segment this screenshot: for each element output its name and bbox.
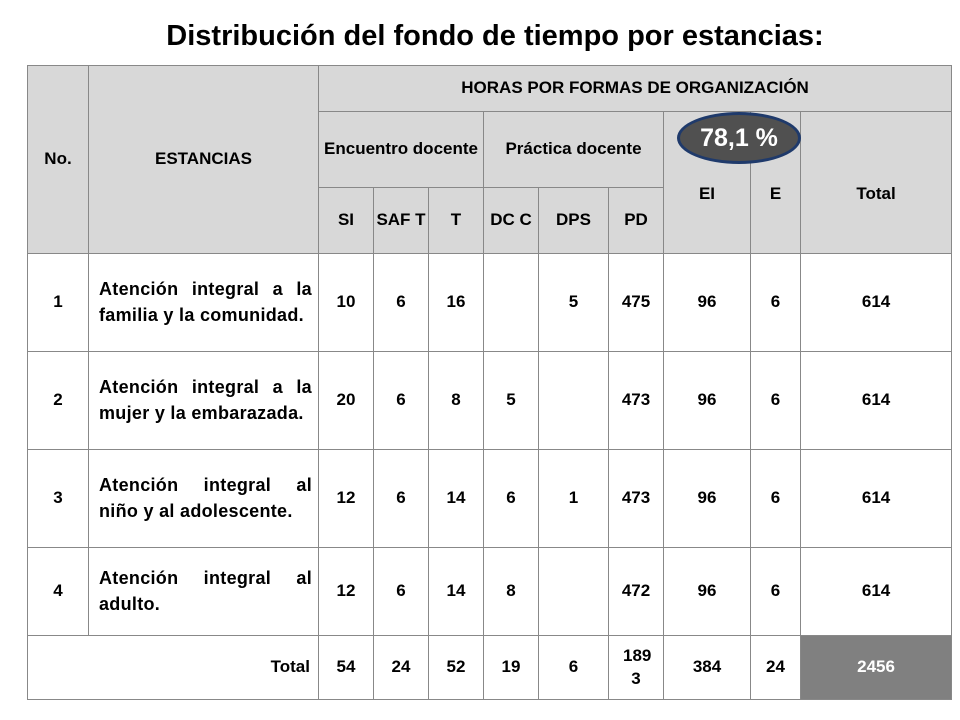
row-no: 1 [28, 254, 89, 352]
cell-saft: 6 [374, 352, 429, 450]
total-dcc: 19 [484, 636, 539, 700]
total-e: 24 [751, 636, 801, 700]
cell-si: 12 [319, 548, 374, 636]
cell-si: 20 [319, 352, 374, 450]
header-e: E [751, 112, 801, 254]
cell-dcc: 6 [484, 450, 539, 548]
cell-dps: 5 [539, 254, 609, 352]
header-total: Total [801, 112, 952, 254]
cell-e: 6 [751, 254, 801, 352]
percentage-badge: 78,1 % [677, 112, 801, 164]
cell-pd: 475 [609, 254, 664, 352]
header-dcc: DC C [484, 188, 539, 254]
cell-dps [539, 352, 609, 450]
row-estancia: Atención integral a la familia y la comunidad. [89, 254, 319, 352]
row-no: 2 [28, 352, 89, 450]
table-row [28, 352, 952, 450]
cell-ei: 96 [664, 352, 751, 450]
total-dps: 6 [539, 636, 609, 700]
cell-si: 12 [319, 450, 374, 548]
totals-label: Total [28, 636, 319, 700]
header-si: SI [319, 188, 374, 254]
header-no: No. [28, 66, 89, 254]
cell-t: 14 [429, 548, 484, 636]
table-row [28, 450, 952, 548]
row-estancia: Atención integral al niño y al adolescente. [89, 450, 319, 548]
cell-ei: 96 [664, 254, 751, 352]
cell-t: 16 [429, 254, 484, 352]
total-ei: 384 [664, 636, 751, 700]
cell-dps [539, 548, 609, 636]
cell-dcc: 5 [484, 352, 539, 450]
grand-total: 2456 [801, 636, 952, 700]
cell-e: 6 [751, 352, 801, 450]
cell-saft: 6 [374, 254, 429, 352]
hours-table [27, 65, 952, 700]
cell-dcc: 8 [484, 548, 539, 636]
cell-saft: 6 [374, 450, 429, 548]
cell-total: 614 [801, 254, 952, 352]
cell-total: 614 [801, 352, 952, 450]
totals-row [28, 636, 952, 700]
header-dps: DPS [539, 188, 609, 254]
cell-e: 6 [751, 548, 801, 636]
cell-ei: 96 [664, 450, 751, 548]
header-encuentro: Encuentro docente [319, 112, 484, 188]
cell-pd: 473 [609, 450, 664, 548]
header-group: HORAS POR FORMAS DE ORGANIZACIÓN [319, 66, 952, 112]
cell-pd: 472 [609, 548, 664, 636]
page-title: Distribución del fondo de tiempo por estancias: [166, 20, 824, 52]
header-saft: SAF T [374, 188, 429, 254]
header-ei: EI [664, 112, 751, 254]
cell-total: 614 [801, 548, 952, 636]
cell-dcc [484, 254, 539, 352]
row-no: 4 [28, 548, 89, 636]
cell-dps: 1 [539, 450, 609, 548]
row-estancia: Atención integral a la mujer y la embarazada. [89, 352, 319, 450]
row-estancia: Atención integral al adulto. [89, 548, 319, 636]
table-row [28, 548, 952, 636]
total-saft: 24 [374, 636, 429, 700]
header-estancias: ESTANCIAS [89, 66, 319, 254]
header-practica: Práctica docente [484, 112, 664, 188]
header-pd: PD [609, 188, 664, 254]
cell-t: 14 [429, 450, 484, 548]
cell-t: 8 [429, 352, 484, 450]
table-row [28, 254, 952, 352]
total-pd: 189 3 [609, 636, 664, 700]
cell-ei: 96 [664, 548, 751, 636]
cell-pd: 473 [609, 352, 664, 450]
header-t: T [429, 188, 484, 254]
cell-e: 6 [751, 450, 801, 548]
total-t: 52 [429, 636, 484, 700]
cell-total: 614 [801, 450, 952, 548]
total-si: 54 [319, 636, 374, 700]
cell-saft: 6 [374, 548, 429, 636]
row-no: 3 [28, 450, 89, 548]
cell-si: 10 [319, 254, 374, 352]
